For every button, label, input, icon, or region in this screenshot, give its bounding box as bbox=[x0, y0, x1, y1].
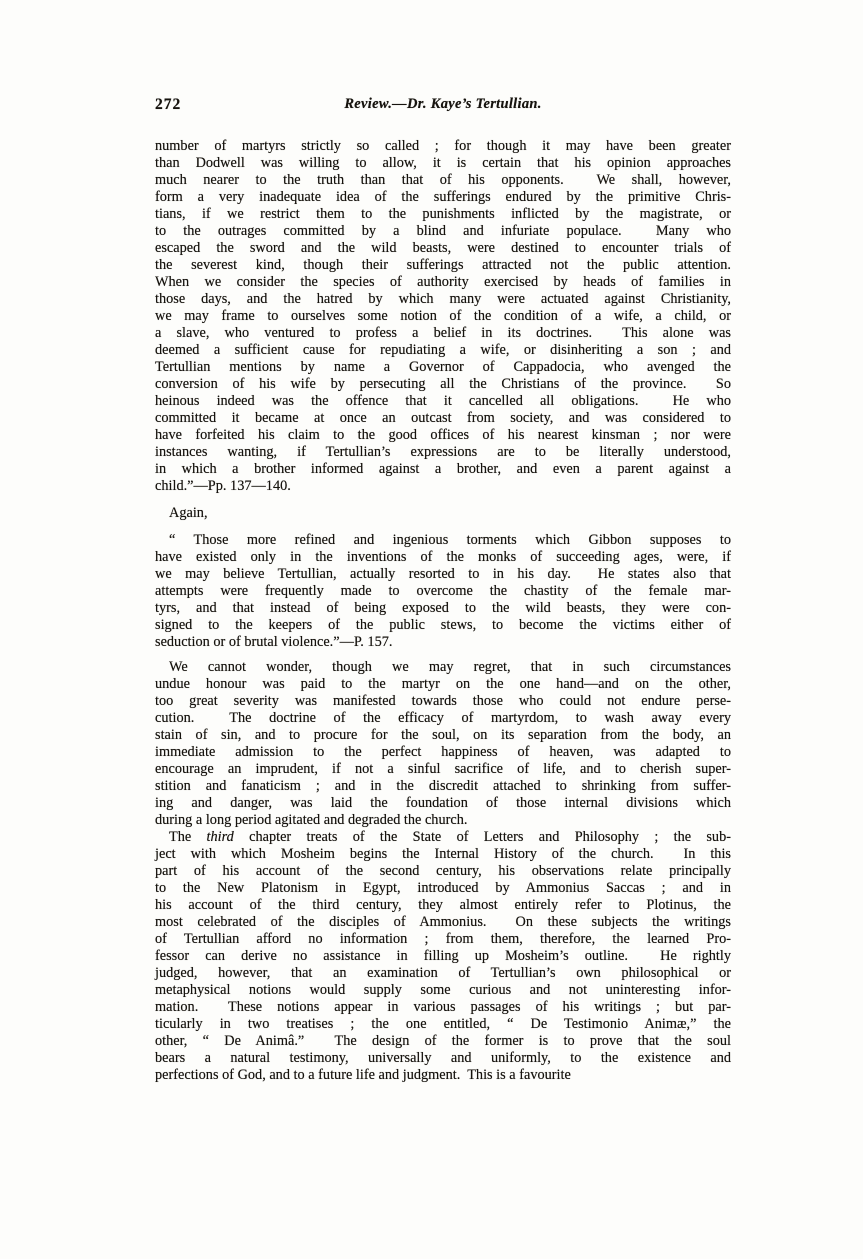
text-line: seduction or of brutal violence.”—P. 157. bbox=[155, 634, 393, 650]
text-segment: The bbox=[169, 829, 207, 845]
text-line: encourage an imprudent, if not a sinful sacrifice of life, and to cherish super- bbox=[155, 761, 731, 777]
again-lead-in bbox=[155, 505, 731, 522]
text-line: judged, however, that an examination of Tertullian’s own philosophical or bbox=[155, 965, 731, 981]
text-line: ject with which Mosheim begins the Internal History of the church. In this bbox=[155, 846, 731, 862]
text-line: part of his account of the second century, his observations relate principally bbox=[155, 863, 731, 879]
text-line: mation. These notions appear in various passages of his writings ; but par- bbox=[155, 999, 731, 1015]
text-line: than Dodwell was willing to allow, it is certain that his opinion approaches bbox=[155, 155, 731, 171]
text-line: signed to the keepers of the public stews, to become the victims either of bbox=[155, 617, 731, 633]
text-line: have forfeited his claim to the good offices of his nearest kinsman ; nor were bbox=[155, 427, 731, 443]
text-line: to the New Platonism in Egypt, introduced by Ammonius Saccas ; and in bbox=[155, 880, 731, 896]
text-line: perfections of God, and to a future life and judgment. This is a favourite bbox=[155, 1067, 571, 1083]
text-line: too great severity was manifested towards those who could not endure perse- bbox=[155, 693, 731, 709]
text-line: bears a natural testimony, universally and uniformly, to the existence and bbox=[155, 1050, 731, 1066]
text-line: fessor can derive no assistance in filling up Mosheim’s outline. He rightly bbox=[155, 948, 731, 964]
opening-quote-continuation bbox=[155, 138, 731, 495]
text-line: ticularly in two treatises ; the one entitled, “ De Testimonio Animæ,” the bbox=[155, 1016, 731, 1032]
text-line: tians, if we restrict them to the punishments inflicted by the magistrate, or bbox=[155, 206, 731, 222]
text-line: heinous indeed was the offence that it cancelled all obligations. He who bbox=[155, 393, 731, 409]
text-line: we may believe Tertullian, actually resorted to in his day. He states also that bbox=[155, 566, 731, 582]
text-line: immediate admission to the perfect happiness of heaven, was adapted to bbox=[155, 744, 731, 760]
italic-text: third bbox=[206, 829, 234, 845]
text-line: Again, bbox=[169, 505, 208, 521]
text-line: cution. The doctrine of the efficacy of martyrdom, to wash away every bbox=[155, 710, 731, 726]
running-title: Review.—Dr. Kaye’s Tertullian. bbox=[344, 96, 542, 112]
text-line: “ Those more refined and ingenious torments which Gibbon supposes to bbox=[169, 532, 731, 548]
page-body bbox=[155, 138, 731, 1084]
text-line: undue honour was paid to the martyr on the one hand—and on the other, bbox=[155, 676, 731, 692]
text-line: other, “ De Animâ.” The design of the former is to prove that the soul bbox=[155, 1033, 731, 1049]
text-line: to the outrages committed by a blind and infuriate populace. Many who bbox=[155, 223, 731, 239]
text-line: those days, and the hatred by which many were actuated against Christianity, bbox=[155, 291, 731, 307]
text-line: in which a brother informed against a brother, and even a parent against a bbox=[155, 461, 731, 477]
third-chapter-paragraph bbox=[155, 829, 731, 1084]
commentary-paragraph bbox=[155, 659, 731, 829]
text-line: Tertullian mentions by name a Governor of Cappadocia, who avenged the bbox=[155, 359, 731, 375]
block-quote bbox=[155, 532, 731, 651]
text-line: escaped the sword and the wild beasts, were destined to encounter trials of bbox=[155, 240, 731, 256]
page-number: 272 bbox=[155, 96, 182, 113]
text-line: We cannot wonder, though we may regret, that in such circumstances bbox=[169, 659, 731, 675]
text-line: much nearer to the truth than that of his opponents. We shall, however, bbox=[155, 172, 731, 188]
text-line: metaphysical notions would supply some curious and not uninteresting infor- bbox=[155, 982, 731, 998]
text-line: instances wanting, if Tertullian’s expressions are to be literally understood, bbox=[155, 444, 731, 460]
text-line: When we consider the species of authority exercised by heads of families in bbox=[155, 274, 731, 290]
text-line: of Tertullian afford no information ; from them, therefore, the learned Pro- bbox=[155, 931, 731, 947]
text-line: committed it became at once an outcast from society, and was considered to bbox=[155, 410, 731, 426]
text-line: conversion of his wife by persecuting all the Christians of the province. So bbox=[155, 376, 731, 392]
text-line: number of martyrs strictly so called ; for though it may have been greater bbox=[155, 138, 731, 154]
text-line: have existed only in the inventions of the monks of succeeding ages, were, if bbox=[155, 549, 731, 565]
page-header bbox=[155, 96, 731, 114]
text-line: most celebrated of the disciples of Ammonius. On these subjects the writings bbox=[155, 914, 731, 930]
text-line: form a very inadequate idea of the sufferings endured by the primitive Chris- bbox=[155, 189, 731, 205]
text-line: deemed a sufficient cause for repudiating a wife, or disinheriting a son ; and bbox=[155, 342, 731, 358]
text-line: stain of sin, and to procure for the soul, on its separation from the body, an bbox=[155, 727, 731, 743]
text-line: child.”—Pp. 137—140. bbox=[155, 478, 291, 494]
text-line: during a long period agitated and degraded the church. bbox=[155, 812, 468, 828]
text-line: a slave, who ventured to profess a belief in its doctrines. This alone was bbox=[155, 325, 731, 341]
text-line: ing and danger, was laid the foundation of those internal divisions which bbox=[155, 795, 731, 811]
text-line: the severest kind, though their sufferings attracted not the public attention. bbox=[155, 257, 731, 273]
text-line bbox=[155, 829, 731, 846]
text-line: tyrs, and that instead of being exposed to the wild beasts, they were con- bbox=[155, 600, 731, 616]
text-line: stition and fanaticism ; and in the discredit attached to shrinking from suffer- bbox=[155, 778, 731, 794]
text-segment: chapter treats of the State of Letters and Philosophy ; the sub- bbox=[233, 829, 731, 845]
text-line: we may frame to ourselves some notion of the condition of a wife, a child, or bbox=[155, 308, 731, 324]
text-line: attempts were frequently made to overcome the chastity of the female mar- bbox=[155, 583, 731, 599]
text-line: his account of the third century, they almost entirely refer to Plotinus, the bbox=[155, 897, 731, 913]
